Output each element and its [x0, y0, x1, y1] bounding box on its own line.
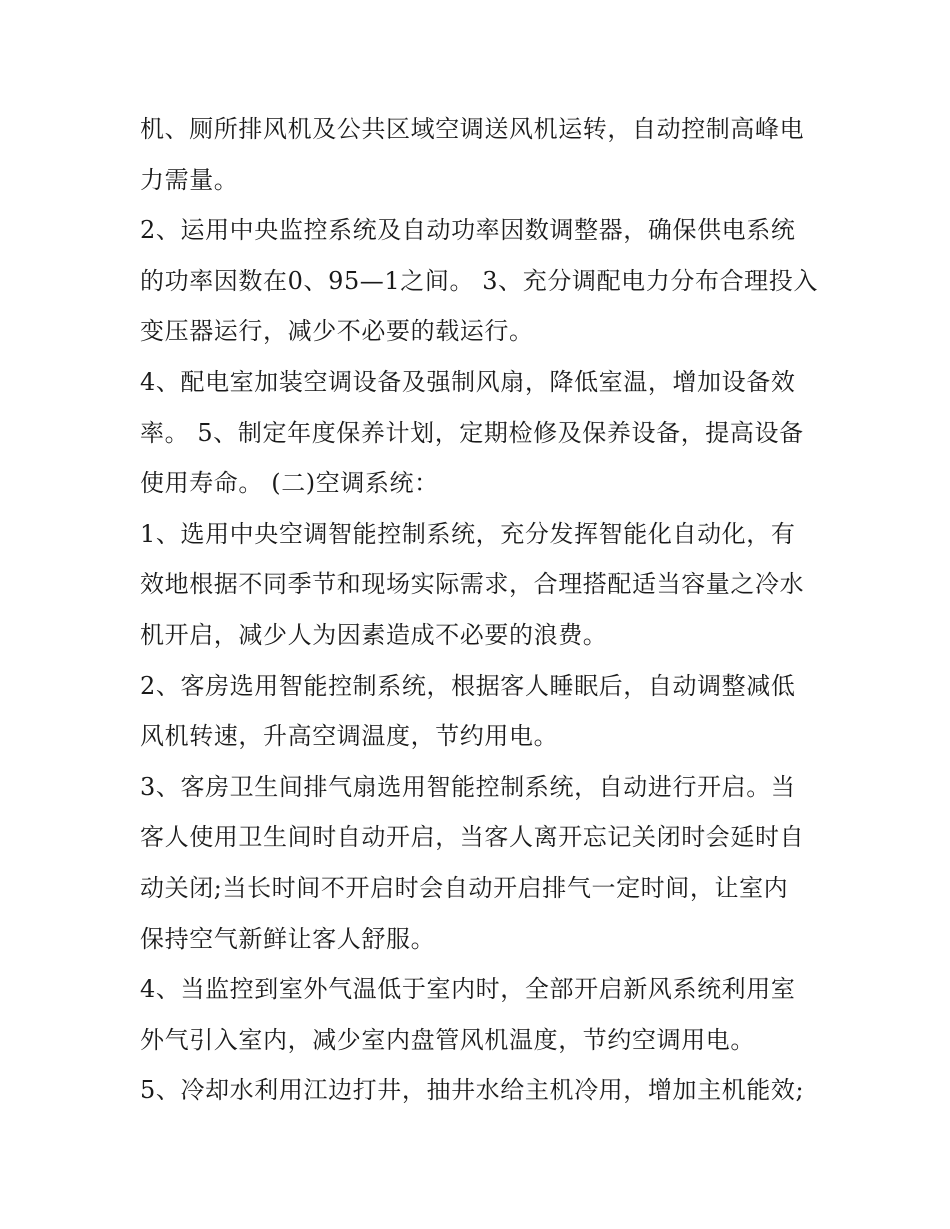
text-line: 动关闭;当长时间不开启时会自动开启排气一定时间，让室内: [140, 873, 789, 902]
text-line: 4、当监控到室外气温低于室内时，全部开启新风系统利用室: [140, 975, 796, 1004]
document-body: [140, 104, 820, 1116]
text-line: 4、配电室加装空调设备及强制风扇，降低室温，增加设备效: [140, 367, 796, 396]
text-line: 外气引入室内，减少室内盘管风机温度，节约空调用电。: [140, 1025, 755, 1054]
text-line: 1、选用中央空调智能控制系统，充分发挥智能化自动化，有: [140, 519, 796, 548]
text-line: 变压器运行，减少不必要的载运行。: [140, 317, 534, 346]
text-line: 使用寿命。 (二)空调系统：: [140, 469, 439, 498]
text-line: 风机转速，升高空调温度，节约用电。: [140, 722, 559, 751]
text-line: 机、厕所排风机及公共区域空调送风机运转，自动控制高峰电: [140, 115, 805, 143]
text-line: 效地根据不同季节和现场实际需求，合理搭配适当容量之冷水: [140, 570, 805, 599]
text-line: 2、运用中央监控系统及自动功率因数调整器，确保供电系统: [140, 216, 796, 245]
text-line: 机开启，减少人为因素造成不必要的浪费。: [140, 620, 608, 649]
text-line: 3、客房卫生间排气扇选用智能控制系统，自动进行开启。当: [140, 772, 796, 801]
text-line: 2、客房选用智能控制系统，根据客人睡眠后，自动调整减低: [140, 671, 796, 700]
text-line: 力需量。: [140, 165, 239, 194]
text-line: 保持空气新鲜让客人舒服。: [140, 924, 436, 953]
text-line: 5、冷却水利用江边打井，抽井水给主机冷用，增加主机能效;: [140, 1076, 805, 1105]
text-line: 的功率因数在0、95—1之间。 3、充分调配电力分布合理投入: [140, 266, 818, 295]
text-line: 客人使用卫生间时自动开启，当客人离开忘记关闭时会延时自: [140, 823, 805, 852]
text-line: 率。 5、制定年度保养计划，定期检修及保养设备，提高设备: [140, 418, 804, 447]
